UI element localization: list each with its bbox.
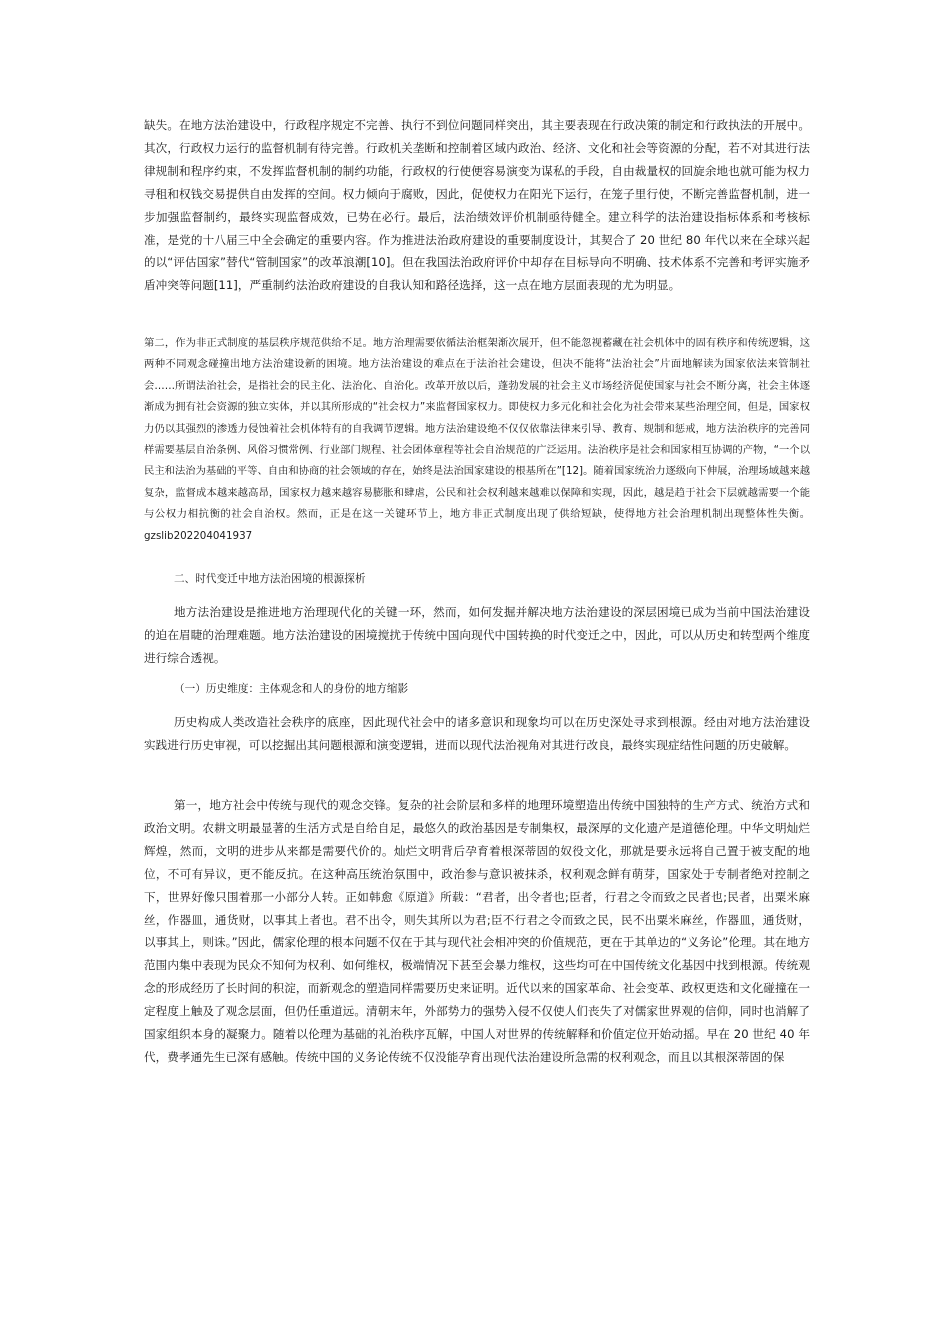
paragraph-historical-dimension: 历史构成人类改造社会秩序的底座，因此现代社会中的诸多意识和现象均可以在历史深处寻求到根源。经由对地方法治建设实践进行历史审视，可以挖掘出其问题根源和演变逻辑，进而以现代法治视角对其进行改良，最终实现症结性问题的历史破解。 <box>144 715 810 752</box>
paragraph-administrative-supervision: 缺失。在地方法治建设中，行政程序规定不完善、执行不到位问题同样突出，其主要表现在行政决策的制定和行政执法的开展中。其次，行政权力运行的监督机制有待完善。行政机关垄断和控制着区域内政治、经济、文化和社会等资源的分配，若不对其进行法律规制和程序约束，不发挥监督机制的制约功能，行政权的行使便容易演变为谋私的手段，自由裁量权的回旋余地也就可能为权力寻租和权钱交易提供自由发挥的空间。权力倾向于腐败，因此，促使权力在阳光下运行，在笼子里行使，不断完善监督机制，进一步加强监督制约，最终实现监督成效，已势在必行。最后，法治绩效评价机制亟待健全。建立科学的法治建设指标体系和考核标准，是党的十八届三中全会确定的重要内容。作为推进法治政府建设的重要制度设计，其契合了 20 世纪 80 年代以来在全球兴起的以“评估国家”替代“管制国家”的改革浪潮[10]。但在我国法治政府评价中却存在目标导向不明确、技术体系不完善和考评实施矛盾冲突等问题[11]，严重制约法治政府建设的自我认知和路径选择，这一点在地方层面表现的尤为明显。 <box>144 118 810 293</box>
section-heading: 二、时代变迁中地方法治困境的根源探析 <box>174 573 366 585</box>
subsection-heading: （一）历史维度：主体观念和人的身份的地方缩影 <box>174 683 409 695</box>
paragraph-informal-institutions: 第二，作为非正式制度的基层秩序规范供给不足。地方治理需要依循法治框架渐次展开，但不能忽视蓄藏在社会机体中的固有秩序和传统逻辑，这两种不同观念碰撞出地方法治建设新的困境。地方法治建设的难点在于法治社会建设，但决不能将“法治社会”片面地解读为国家依法来管制社会……所谓法治社会，是指社会的民主化、法治化、自治化。改革开放以后，蓬勃发展的社会主义市场经济促使国家与社会不断分离，社会主体逐渐成为拥有社会资源的独立实体，并以其所形成的“社会权力”来监督国家权力。即使权力多元化和社会化为社会带来某些治理空间，但是，国家权力仍以其强烈的渗透力侵蚀着社会机体特有的自我调节逻辑。地方法治建设绝不仅仅依靠法律来引导、教育、规制和惩戒，地方法治秩序的完善同样需要基层自治条例、风俗习惯常例、行业部门规程、社会团体章程等社会自治规范的广泛运用。法治秩序是社会和国家相互协调的产物，“一个以民主和法治为基础的平等、自由和协商的社会领域的存在，始终是法治国家建设的根基所在”[12]。随着国家统治力逐级向下伸展，治理场域越来越复杂，监督成本越来越高昂，国家权力越来越容易膨胀和肆虐，公民和社会权利越来越难以保障和实现，因此，越是趋于社会下层就越需要一个能与公权力相抗衡的社会自治权。然而，正是在这一关键环节上，地方非正式制度出现了供给短缺，使得地方社会治理机制出现整体性失衡。gzslib202204041937 <box>144 337 810 542</box>
paragraph-tradition-modernity: 第一，地方社会中传统与现代的观念交锋。复杂的社会阶层和多样的地理环境塑造出传统中国独特的生产方式、统治方式和政治文明。农耕文明最显著的生活方式是自给自足，最悠久的政治基因是专制集权，最深厚的文化遗产是道德伦理。中华文明灿烂辉煌，然而，文明的进步从来都是需要代价的。灿烂文明背后孕育着根深蒂固的奴役文化，那就是要永远将自己置于被支配的地位，不可有异议，更不能反抗。在这种高压统治氛围中，政治参与意识被抹杀，权利观念鲜有萌芽，国家处于专制者绝对控制之下，世界好像只围着那一小部分人转。正如韩愈《原道》所载：“君者，出令者也;臣者，行君之令而致之民者也;民者，出粟米麻丝，作器皿，通货财，以事其上者也。君不出令，则失其所以为君;臣不行君之令而致之民，民不出粟米麻丝，作器皿，通货财，以事其上，则诛。”因此，儒家伦理的根本问题不仅在于其与现代社会相冲突的价值规范，更在于其单边的“义务论”伦理。其在地方范围内集中表现为民众不知何为权利、如何维权，极端情况下甚至会暴力维权，这些均可在中国传统文化基因中找到根源。传统观念的形成经历了长时间的积淀，而新观念的塑造同样需要历史来证明。近代以来的国家革命、社会变革、政权更迭和文化碰撞在一定程度上触及了观念层面，但仍任重道远。清朝末年，外部势力的强势入侵不仅使人们丧失了对儒家世界观的信仰，同时也消解了国家组织本身的凝聚力。随着以伦理为基础的礼治秩序瓦解，中国人对世界的传统解释和价值定位开始动摇。早在 20 世纪 40 年代，费孝通先生已深有感触。传统中国的义务论传统不仅没能孕育出现代法治建设所急需的权利观念，而且以其根深蒂固的保 <box>144 798 810 1064</box>
paragraph-section-intro: 地方法治建设是推进地方治理现代化的关键一环，然而，如何发掘并解决地方法治建设的深层困境已成为当前中国法治建设的迫在眉睫的治理难题。地方法治建设的困境搅扰于传统中国向现代中国转换的时代变迁之中，因此，可以从历史和转型两个维度进行综合透视。 <box>144 605 810 665</box>
